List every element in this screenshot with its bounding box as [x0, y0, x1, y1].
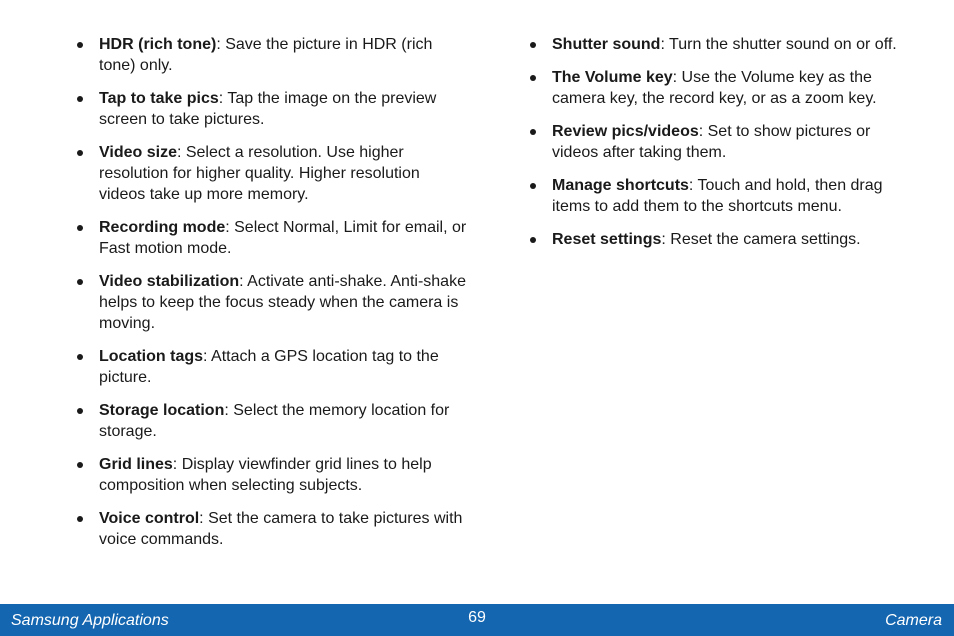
setting-term: Grid lines	[99, 456, 173, 473]
page-number: 69	[468, 609, 486, 626]
bullet-icon	[77, 150, 83, 156]
settings-list-left	[76, 34, 468, 550]
setting-item	[529, 175, 921, 217]
settings-list-right	[529, 34, 921, 250]
setting-item	[529, 121, 921, 163]
setting-description: : Touch and hold, then drag items to add them to the shortcuts menu.	[552, 177, 883, 215]
setting-description: : Attach a GPS location tag to the picture.	[99, 348, 439, 386]
setting-term: Reset settings	[552, 231, 662, 248]
setting-description: : Select the memory location for storage.	[99, 402, 450, 440]
setting-term: Video size	[99, 144, 177, 161]
setting-description: : Reset the camera settings.	[661, 231, 861, 248]
setting-term: Voice control	[99, 510, 200, 527]
setting-term: Review pics/videos	[552, 123, 699, 140]
bullet-icon	[530, 75, 536, 81]
setting-description: : Save the picture in HDR (rich tone) only.	[99, 36, 433, 74]
setting-item	[529, 229, 921, 250]
footer-chapter-title: Camera	[885, 612, 942, 629]
setting-term: Video stabilization	[99, 273, 240, 290]
setting-item	[529, 34, 921, 55]
bullet-icon	[77, 225, 83, 231]
setting-item	[529, 67, 921, 109]
setting-description: : Display viewfinder grid lines to help composition when selecting subjects.	[99, 456, 432, 494]
setting-description: : Tap the image on the preview screen to take pictures.	[99, 90, 437, 128]
setting-description: : Activate anti-shake. Anti-shake helps to keep the focus steady when the camera is moving.	[99, 273, 466, 332]
setting-description: : Use the Volume key as the camera key, the record key, or as a zoom key.	[552, 69, 877, 107]
bullet-icon	[77, 516, 83, 522]
setting-description: : Turn the shutter sound on or off.	[660, 36, 897, 53]
setting-description: : Set the camera to take pictures with voice commands.	[99, 510, 463, 548]
bullet-icon	[77, 42, 83, 48]
bullet-icon	[77, 408, 83, 414]
setting-term: HDR (rich tone)	[99, 36, 217, 53]
bullet-icon	[530, 183, 536, 189]
setting-term: Shutter sound	[552, 36, 661, 53]
setting-description: : Set to show pictures or videos after taking them.	[552, 123, 871, 161]
bullet-icon	[77, 279, 83, 285]
setting-term: Location tags	[99, 348, 204, 365]
setting-item	[76, 34, 468, 76]
setting-term: Manage shortcuts	[552, 177, 689, 194]
setting-item	[76, 88, 468, 130]
setting-term: Recording mode	[99, 219, 226, 236]
setting-term: Tap to take pics	[99, 90, 219, 107]
setting-term: Storage location	[99, 402, 225, 419]
bullet-icon	[77, 96, 83, 102]
setting-item	[76, 217, 468, 259]
page-footer	[0, 604, 954, 636]
left-column	[76, 34, 468, 562]
bullet-icon	[530, 42, 536, 48]
setting-item	[76, 454, 468, 496]
right-column	[529, 34, 921, 262]
setting-item	[76, 271, 468, 334]
setting-item	[76, 400, 468, 442]
setting-item	[76, 346, 468, 388]
setting-description: : Select a resolution. Use higher resolution for higher quality. Higher resolution videos take up more memory.	[99, 144, 420, 203]
setting-item	[76, 508, 468, 550]
bullet-icon	[530, 129, 536, 135]
bullet-icon	[530, 237, 536, 243]
setting-item	[76, 142, 468, 205]
setting-description: : Select Normal, Limit for email, or Fast motion mode.	[99, 219, 467, 257]
footer-section-title: Samsung Applications	[11, 612, 169, 629]
bullet-icon	[77, 354, 83, 360]
bullet-icon	[77, 462, 83, 468]
setting-term: The Volume key	[552, 69, 673, 86]
